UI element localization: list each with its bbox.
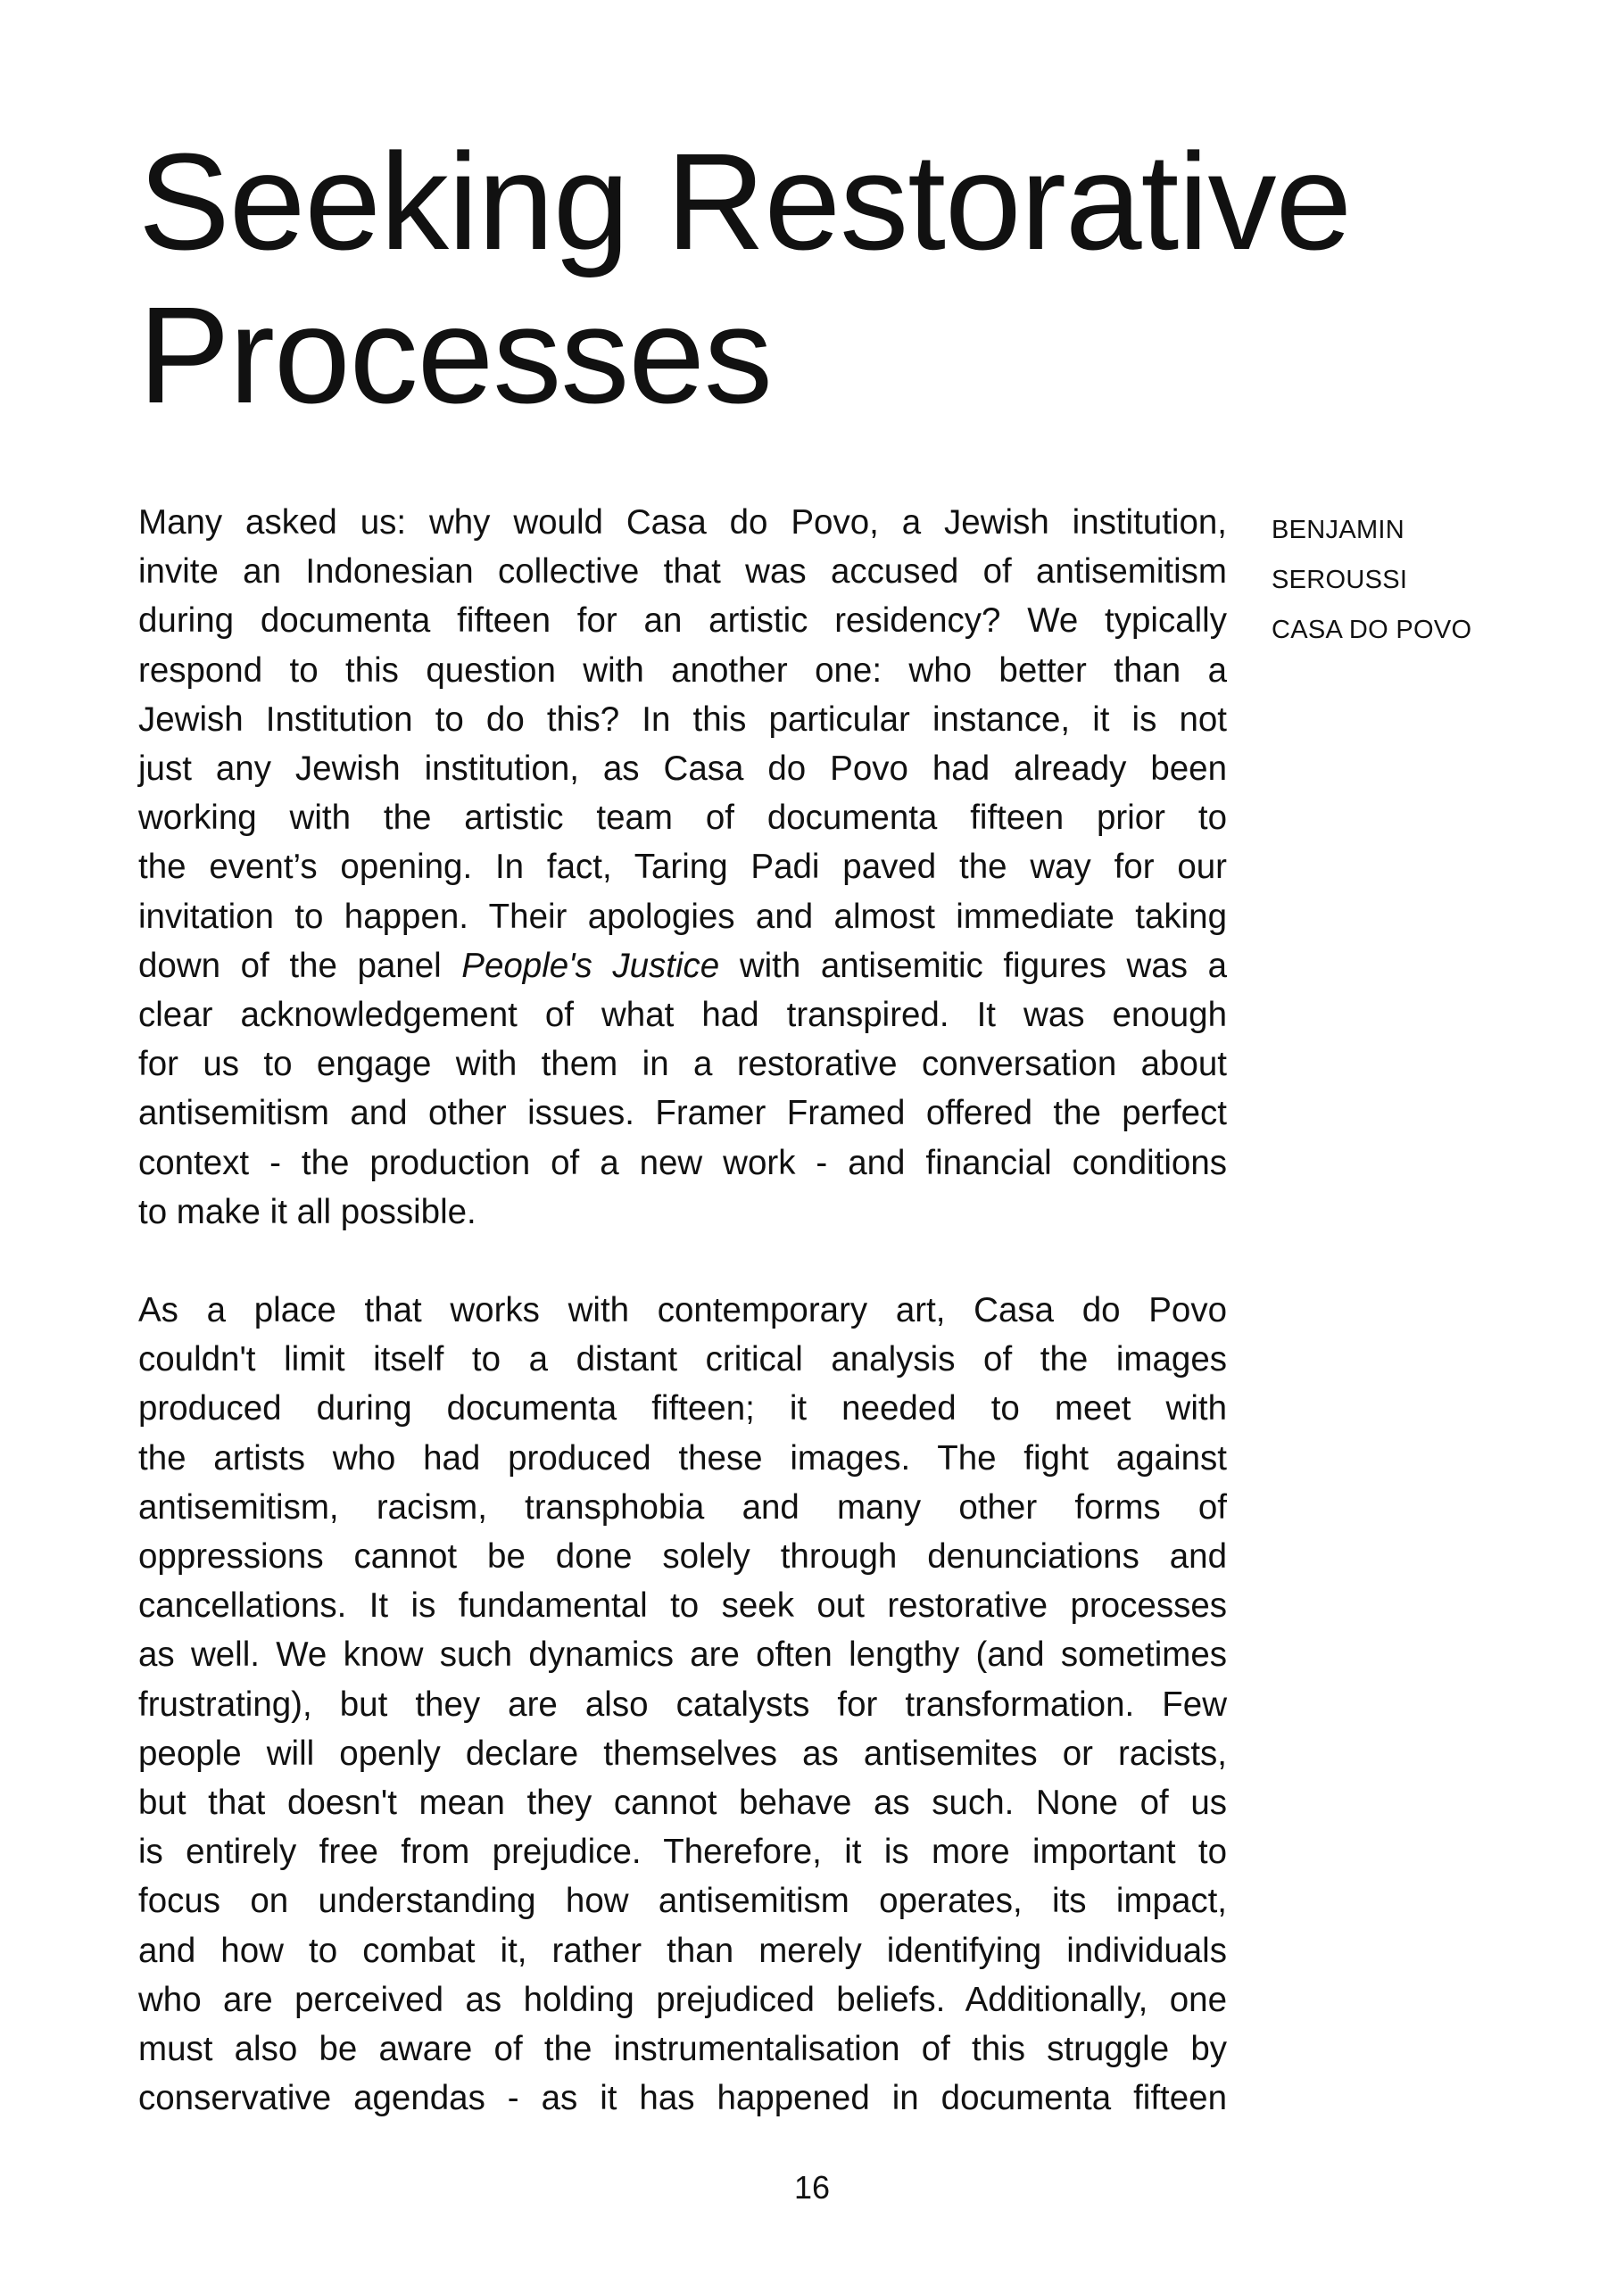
author-byline (1272, 505, 1471, 655)
page-title (138, 125, 1477, 432)
article-body (138, 498, 1227, 2124)
body-line: and how to combat it, rather than merely identifying individuals (138, 1931, 1227, 1970)
body-line: As a place that works with contemporary art, Casa do Povo (138, 1291, 1227, 1330)
body-line: must also be aware of the instrumentalisation of this struggle by (138, 2030, 1227, 2069)
page-title-line: Seeking Restorative (138, 125, 1352, 278)
body-paragraph (138, 1286, 1227, 2123)
body-line: frustrating), but they are also catalysts for transformation. Few (138, 1685, 1227, 1724)
body-line: the event’s opening. In fact, Taring Padi paved the way for our (138, 848, 1227, 887)
author-last-name: SEROUSSI (1272, 566, 1408, 594)
page-number: 16 (793, 2169, 831, 2206)
body-line: but that doesn't mean they cannot behave as such. None of us (138, 1784, 1227, 1823)
author-institution: CASA DO POVO (1272, 616, 1472, 644)
body-line: antisemitism, racism, transphobia and many other forms of (138, 1487, 1227, 1527)
author-first-name: BENJAMIN (1272, 516, 1405, 544)
body-line: focus on understanding how antisemitism operates, its impact, (138, 1882, 1227, 1921)
body-line: is entirely free from prejudice. Therefore, it is more important to (138, 1833, 1227, 1872)
body-line: conservative agendas - as it has happened in documenta fifteen (138, 2079, 1227, 2118)
body-line: cancellations. It is fundamental to seek out restorative processes (138, 1586, 1227, 1626)
body-line: just any Jewish institution, as Casa do Povo had already been (138, 749, 1227, 789)
body-paragraph (138, 498, 1227, 1237)
body-line: clear acknowledgement of what had transpired. It was enough (138, 996, 1227, 1035)
body-line (138, 941, 1227, 990)
body-line: couldn't limit itself to a distant critical analysis of the images (138, 1340, 1227, 1379)
body-line: for us to engage with them in a restorative conversation about (138, 1045, 1227, 1084)
body-line: Jewish Institution to do this? In this particular instance, it is not (138, 700, 1227, 739)
body-line: people will openly declare themselves as antisemites or racists, (138, 1734, 1227, 1773)
body-line: working with the artistic team of documenta fifteen prior to (138, 799, 1227, 838)
body-line: who are perceived as holding prejudiced beliefs. Additionally, one (138, 1980, 1227, 2019)
body-line: during documenta fifteen for an artistic residency? We typically (138, 601, 1227, 641)
body-text-run: with antisemitic figures was a (719, 946, 1227, 985)
body-line: respond to this question with another one: who better than a (138, 650, 1227, 690)
body-line: oppressions cannot be done solely through denunciations and (138, 1537, 1227, 1577)
body-line: as well. We know such dynamics are often lengthy (and sometimes (138, 1635, 1227, 1675)
body-line: the artists who had produced these images. The fight against (138, 1438, 1227, 1478)
body-line: to make it all possible. (138, 1192, 476, 1231)
body-line: produced during documenta fifteen; it needed to meet with (138, 1389, 1227, 1428)
body-text-run: down of the panel (138, 946, 462, 985)
body-line: Many asked us: why would Casa do Povo, a Jewish institution, (138, 503, 1227, 542)
body-line: invitation to happen. Their apologies and almost immediate taking (138, 897, 1227, 936)
page-title-line: Processes (138, 278, 772, 432)
body-line: antisemitism and other issues. Framer Framed offered the perfect (138, 1094, 1227, 1133)
body-line: invite an Indonesian collective that was accused of antisemitism (138, 552, 1227, 592)
artwork-title: People's Justice (461, 946, 720, 985)
body-line: context - the production of a new work - and financial conditions (138, 1143, 1227, 1182)
